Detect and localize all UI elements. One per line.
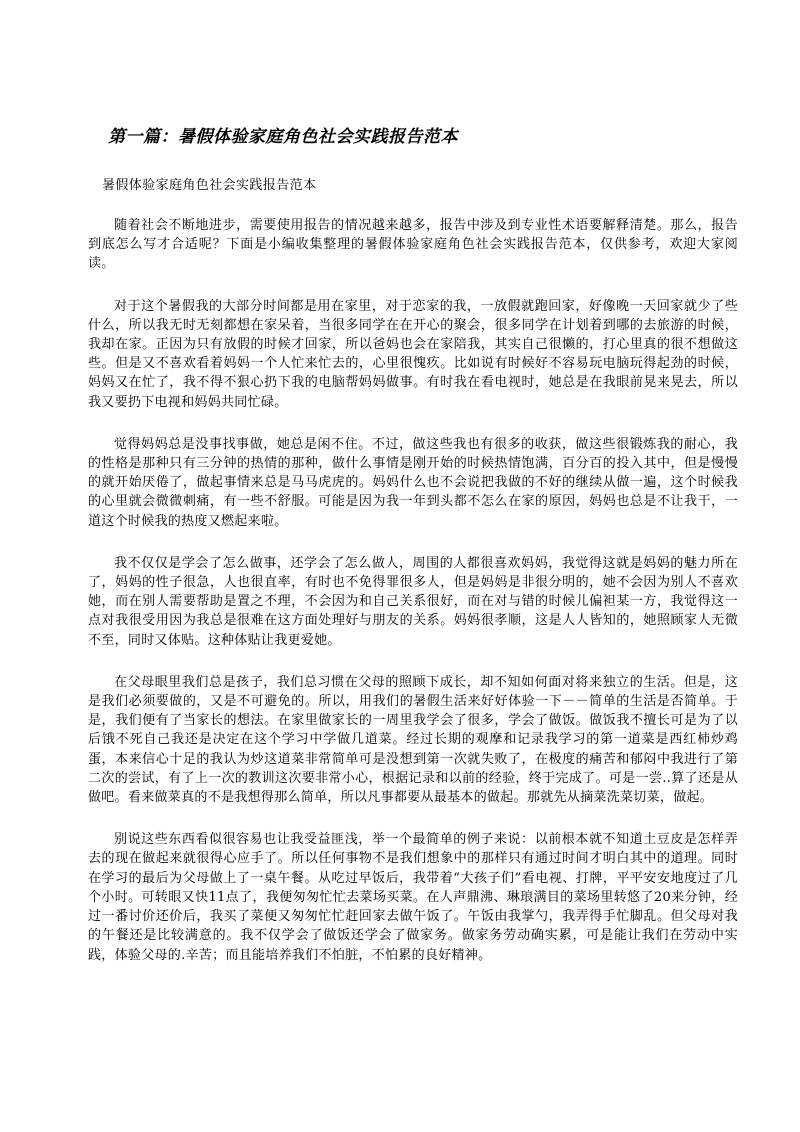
paragraph-being-a-person: 我不仅仅是学会了怎么做事，还学会了怎么做人，周围的人都很喜欢妈妈，我觉得这就是妈妈的魅力所在了，妈妈的性子很急，人也很直率，有时也不免得罪很多人，但是妈妈是非很分明的，她不会因为别人不喜欢她，而在别人需要帮助是置之不理，不会因为和自己关系很好，而在对与错的时候儿偏袒某一方，我觉得这一点对我很受用因为我总是很难在这方面处理好与朋友的关系。妈妈很孝顺，这是人人皆知的，她照顾家人无微不至，同时又体贴。这种体贴让我更爱她。 xyxy=(88,555,738,648)
paragraph-intro: 随着社会不断地进步，需要使用报告的情况越来越多，报告中涉及到专业性术语要解释清楚。那么，报告到底怎么写才合适呢？下面是小编收集整理的暑假体验家庭角色社会实践报告范本，仅供参考，欢迎大家阅读。 xyxy=(88,218,738,272)
paragraph-cooking: 在父母眼里我们总是孩子，我们总习惯在父母的照顾下成长，却不知如何面对将来独立的生活。但是，这是我们必须要做的，又是不可避免的。所以，用我们的暑假生活来好好体验一下－－简单的生活是否简单。于是，我们便有了当家长的想法。在家里做家长的一周里我学会了很多，学会了做饭。做饭我不擅长可是为了以后饿不死自己我还是决定在这个学习中学做几道菜。经过长期的观摩和记录我学习的第一道菜是西红柿炒鸡蛋，本来信心十足的我认为炒这道菜非常简单可是没想到第一次就失败了，在极度的痛苦和郁闷中我进行了第二次的尝试，有了上一次的教训这次要非常小心，根据记录和以前的经验，终于完成了。可是一尝..算了还是从做吧。看来做菜真的不是我想得那么简单，所以凡事都要从最基本的做起。那就先从摘菜洗菜切菜，做起。 xyxy=(88,674,738,806)
paragraph-lunch: 别说这些东西看似很容易也让我受益匪浅，举一个最简单的例子来说：以前根本就不知道土豆皮是怎样弄去的现在做起来就很得心应手了。所以任何事物不是我们想象中的那样只有通过时间才明白其中的道理。同时在学习的最后为父母做上了一桌午餐。从吃过早饭后，我带着“大孩子们”看电视、打牌，平平安安地度过了几个小时。可转眼又快11点了，我便匆匆忙忙去菜场买菜。在人声鼎沸、琳琅满目的菜场里转悠了20来分钟，经过一番讨价还价后，我买了菜便又匆匆忙忙赶回家去做午饭了。午饭由我掌勺，我弄得手忙脚乱。但父母对我的午餐还是比较满意的。我不仅学会了做饭还学会了做家务。做家务劳动确实累，可是能让我们在劳动中实践，体验父母的.辛苦；而且能培养我们不怕脏，不怕累的良好精神。 xyxy=(88,832,738,963)
paragraph-patience: 觉得妈妈总是没事找事做，她总是闲不住。不过，做这些我也有很多的收获，做这些很锻炼我的耐心，我的性格是那种只有三分钟的热情的那种，做什么事情是刚开始的时候热情饱满，百分百的投入其中，但是慢慢的就开始厌倦了，做起事情来总是马马虎虎的。妈妈什么也不会说把我做的不好的继续从做一遍，这个时候我的心里就会微微刺痛，有一些不舒服。可能是因为我一年到头都不怎么在家的原因，妈妈也总是不让我干，一道这个时候我的热度又燃起来啦。 xyxy=(88,436,738,529)
document-title: 第一篇：暑假体验家庭角色社会实践报告范本 xyxy=(108,127,458,147)
document-body xyxy=(88,216,738,988)
document-subtitle: 暑假体验家庭角色社会实践报告范本 xyxy=(102,178,317,193)
paragraph-summer-at-home: 对于这个暑假我的大部分时间都是用在家里，对于恋家的我，一放假就跑回家，好像晚一天回家就少了些什么，所以我无时无刻都想在家呆着，当很多同学在在开心的聚会，很多同学在计划着到哪的去旅游的时候，我却在家。正因为只有放假的时候才回家，所以爸妈也会在家陪我，其实自己很懒的，打心里真的很不想做这些。但是又不喜欢看着妈妈一个人忙来忙去的，心里很愧疚。比如说有时候好不容易玩电脑玩得起劲的时候，妈妈又在忙了，我不得不狠心扔下我的电脑帮妈妈做事。有时我在看电视时，她总是在我眼前晃来晃去，所以我又要扔下电视和妈妈共同忙碌。 xyxy=(88,298,738,410)
